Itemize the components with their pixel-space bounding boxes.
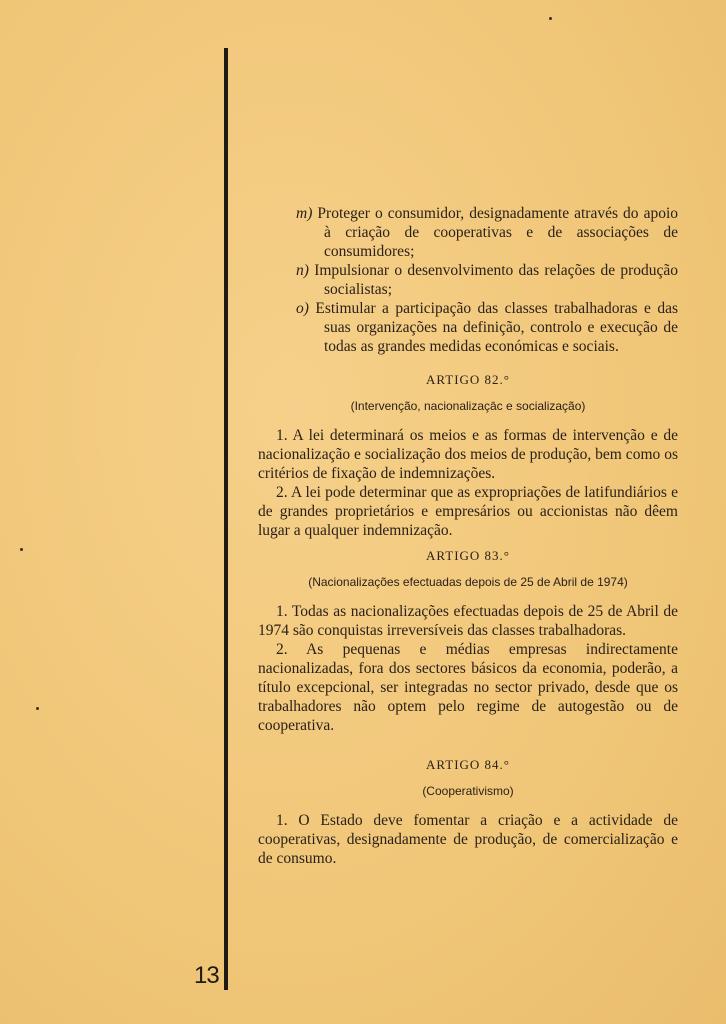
list-text: Impulsionar o desenvolvimento das relações de produção socialistas; [314, 262, 679, 298]
article-83-paragraph-2: 2. As pequenas e médias empresas indirectamente nacionalizadas, fora dos sectores básicos da economia, poderão, a título excepcional, ser integradas no sector privado, desde que os trabalhadores não optem pelo regime de autogestão ou de cooperativa. [258, 641, 678, 734]
article-text [258, 204, 678, 868]
article-82-subtitle: (Intervenção, nacionalizaçāc e socialização) [350, 399, 586, 413]
article-82-title: ARTIGO 82.° [425, 372, 511, 387]
article-84-subtitle: (Cooperativismo) [422, 784, 514, 798]
article-83-paragraph-1: 1. Todas as nacionalizações efectuadas depois de 25 de Abril de 1974 são conquistas irreversíveis das classes trabalhadoras. [258, 603, 678, 639]
speck [36, 707, 39, 710]
article-83-subtitle: (Nacionalizações efectuadas depois de 25 de Abril de 1974) [308, 575, 628, 589]
list-text: Proteger o consumidor, designadamente através do apoio à criação de cooperativas e de associações de consumidores; [317, 205, 679, 260]
vertical-rule [224, 48, 228, 990]
speck [20, 548, 23, 551]
article-84-title: ARTIGO 84.° [425, 757, 511, 772]
list-item-o [258, 299, 678, 356]
article-82-paragraph-2: 2. A lei pode determinar que as expropriações de latifundiários e de grandes proprietários e empresários ou accionistas não dêem lugar a qualquer indemnização. [258, 484, 678, 539]
speck [549, 17, 552, 20]
article-82-paragraph-1: 1. A lei determinará os meios e as formas de intervenção e de nacionalização e socialização dos meios de produção, bem como os critérios de fixação de indemnizações. [258, 427, 678, 482]
article-83-title: ARTIGO 83.° [425, 548, 511, 563]
list-label: o) [296, 300, 309, 317]
list-item-n [258, 261, 678, 299]
list-label: n) [296, 262, 309, 279]
list-label: m) [296, 205, 313, 222]
article-84-paragraph-1: 1. O Estado deve fomentar a criação e a actividade de cooperativas, designadamente de produção, de comercialização e de consumo. [258, 812, 678, 867]
list-text: Estimular a participação das classes trabalhadoras e das suas organizações na definição, controlo e execução de todas as grandes medidas económicas e sociais. [315, 300, 679, 355]
list-item-m [258, 204, 678, 261]
page-number: 13 [194, 962, 219, 989]
